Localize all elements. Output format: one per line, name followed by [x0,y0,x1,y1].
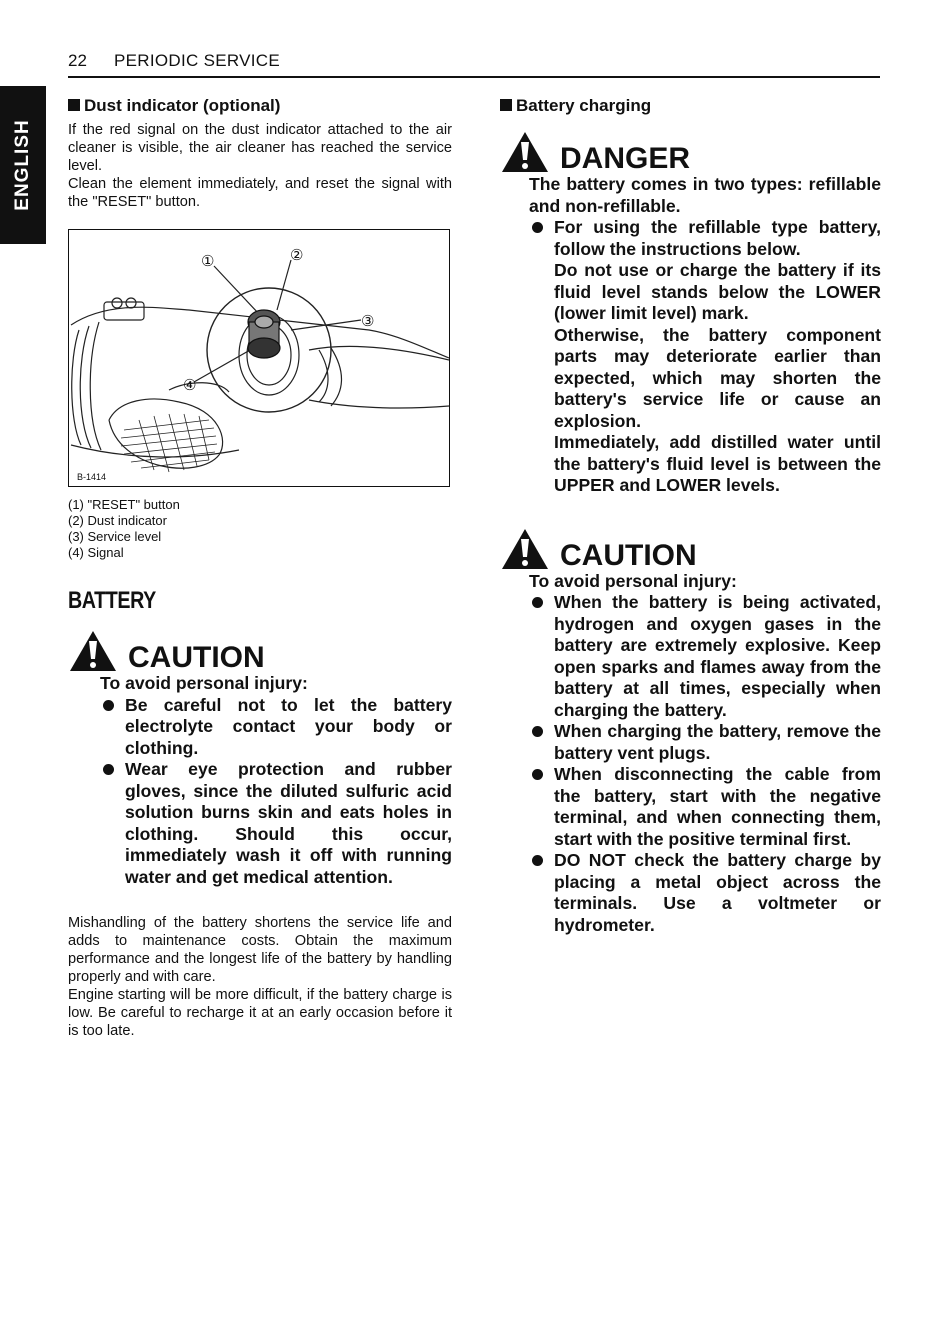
page-header [68,48,880,78]
battery-caution-header [68,629,452,673]
dust-indicator-figure [68,229,450,487]
bullet-dot-icon [532,769,543,780]
legend-item: (3) Service level [68,529,162,544]
figure-code: B-1414 [77,472,107,482]
danger-body [500,174,881,497]
legend-item: (1) "RESET" button [68,497,180,512]
battery-section-title: BATTERY [68,587,156,614]
danger-list [529,217,881,497]
caution-list [529,592,881,936]
caution-label: CAUTION [560,538,697,572]
page-header-title: PERIODIC SERVICE [114,51,281,70]
left-column [68,96,452,1040]
legend-item: (4) Signal [68,545,124,560]
figure-callout-1: ① [201,252,215,270]
list-item: Be careful not to let the battery electrolyte contact your body or clothing. [100,695,452,760]
list-item: For using the refillable type battery, follow the instructions below. Do not use or charge the battery if its fluid level stands below the LOWER (lower limit level) mark. Otherwise, the battery component parts may deteriorate earlier than expected, which may shorten the battery's service life or cause an explosion. Immediately, add distilled water until the battery's fluid level is between the UPPER and LOWER levels. [529,217,881,497]
dust-paragraph-2: Clean the element immediately, and reset the signal with the "RESET" button. [68,176,452,210]
language-tab [0,86,46,244]
caution-intro: To avoid personal injury: [100,673,308,693]
caution-label: CAUTION [128,641,265,674]
bullet-dot-icon [103,700,114,711]
dust-paragraph-1: If the red signal on the dust indicator attached to the air cleaner is visible, the air cleaner has reached the service level. [68,122,452,174]
square-bullet-icon [68,99,80,111]
figure-callout-4: ④ [183,376,197,394]
legend-item: (2) Dust indicator [68,513,167,528]
bullet-dot-icon [532,597,543,608]
battery-charging-heading: Battery charging [500,96,881,116]
danger-intro: The battery comes in two types: refillable and non-refillable. [529,174,881,216]
caution-list [100,695,452,889]
right-column [500,96,881,936]
danger-label: DANGER [560,142,691,175]
bullet-dot-icon [532,726,543,737]
warning-triangle-icon [68,629,118,673]
battery-paragraph-1: Mishandling of the battery shortens the service life and adds to maintenance costs. Obtain the maximum performance and the longest life of the battery by handling properly and with care. [68,915,452,985]
figure-callout-2: ② [290,246,304,264]
figure-legend [68,497,452,561]
list-item: Wear eye protection and rubber gloves, since the diluted sulfuric acid solution burns skin and eats holes in clothing. Should this occur, immediately wash it off with running water and get medical attention. [100,759,452,888]
charging-caution-header [500,527,881,571]
caution-intro: To avoid personal injury: [529,570,737,591]
dust-indicator-heading: Dust indicator (optional) [68,96,452,116]
list-item: When the battery is being activated, hydrogen and oxygen gases in the battery are extremely explosive. Keep open sparks and flames away from the battery at all times, especially when charging the battery. [529,592,881,721]
square-bullet-icon [500,99,512,111]
page-number: 22 [68,51,87,70]
warning-triangle-icon [500,130,550,174]
list-item: When disconnecting the cable from the battery, start with the negative terminal, and when connecting them, start with the positive terminal first. [529,764,881,850]
bullet-dot-icon [532,222,543,233]
danger-header [500,130,881,174]
language-tab-label: ENGLISH [12,119,33,211]
list-item: When charging the battery, remove the battery vent plugs. [529,721,881,764]
bullet-dot-icon [103,764,114,775]
charging-caution-body [500,571,881,937]
warning-triangle-icon [500,527,550,571]
battery-paragraph-2: Engine starting will be more difficult, if the battery charge is low. Be careful to recharge it at an early occasion before it is too late. [68,987,452,1039]
figure-callout-3: ③ [361,312,375,330]
battery-caution-body [68,673,452,888]
battery-handling-text [68,914,452,1040]
air-cleaner-illustration-icon [69,230,450,487]
bullet-dot-icon [532,855,543,866]
list-item: DO NOT check the battery charge by placing a metal object across the terminals. Use a voltmeter or hydrometer. [529,850,881,936]
